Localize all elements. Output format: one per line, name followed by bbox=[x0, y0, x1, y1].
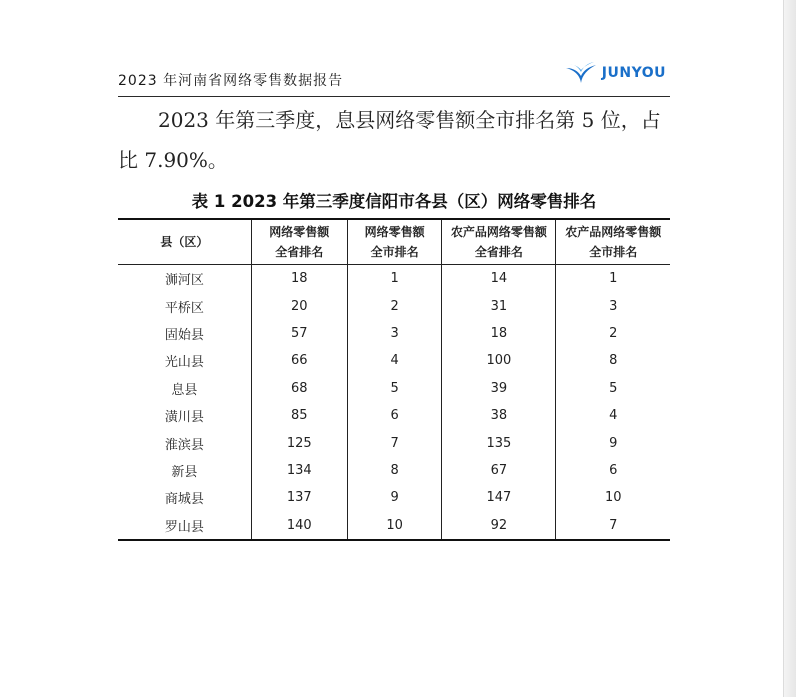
paragraph-line-1: 2023 年第三季度，息县网络零售额全市排名第 5 位，占 bbox=[158, 108, 661, 132]
cell-agri-province-rank: 39 bbox=[442, 375, 556, 402]
cell-online-city-rank: 3 bbox=[347, 320, 442, 347]
cell-agri-province-rank: 14 bbox=[442, 265, 556, 293]
cell-agri-city-rank: 3 bbox=[556, 292, 670, 319]
header-county: 县（区） bbox=[118, 219, 251, 265]
page-header bbox=[118, 52, 670, 97]
cell-online-city-rank: 5 bbox=[347, 375, 442, 402]
logo-text: JUNYOU bbox=[601, 65, 666, 81]
header-agri-province-rank: 农产品网络零售额 全省排名 bbox=[442, 219, 556, 265]
table-row bbox=[118, 320, 670, 347]
cell-online-city-rank: 9 bbox=[347, 484, 442, 511]
cell-county: 浉河区 bbox=[164, 273, 204, 289]
cell-agri-province-rank: 100 bbox=[442, 347, 556, 374]
cell-agri-province-rank: 38 bbox=[442, 402, 556, 429]
junyou-logo bbox=[564, 56, 666, 90]
cell-county: 商城县 bbox=[164, 492, 204, 508]
ranking-table bbox=[118, 218, 670, 541]
table-row bbox=[118, 292, 670, 319]
cell-agri-city-rank: 9 bbox=[556, 429, 670, 456]
table-row bbox=[118, 457, 670, 484]
cell-agri-province-rank: 135 bbox=[442, 429, 556, 456]
table-row bbox=[118, 429, 670, 456]
cell-county: 新县 bbox=[171, 464, 198, 480]
table-caption: 表 1 2023 年第三季度信阳市各县（区）网络零售排名 bbox=[191, 192, 597, 211]
table-row bbox=[118, 375, 670, 402]
table-row bbox=[118, 512, 670, 540]
cell-county: 固始县 bbox=[164, 327, 204, 343]
table-row bbox=[118, 265, 670, 293]
header-online-province-rank: 网络零售额 全省排名 bbox=[251, 219, 347, 265]
header-agri-city-rank: 农产品网络零售额 全市排名 bbox=[556, 219, 670, 265]
cell-agri-city-rank: 5 bbox=[556, 375, 670, 402]
cell-county: 潢川县 bbox=[164, 410, 204, 426]
cell-agri-province-rank: 67 bbox=[442, 457, 556, 484]
cell-online-province-rank: 134 bbox=[251, 457, 347, 484]
cell-online-province-rank: 68 bbox=[251, 375, 347, 402]
cell-online-city-rank: 6 bbox=[347, 402, 442, 429]
cell-agri-province-rank: 18 bbox=[442, 320, 556, 347]
cell-county: 息县 bbox=[171, 382, 198, 398]
table-header-row bbox=[118, 219, 670, 265]
cell-agri-city-rank: 7 bbox=[556, 512, 670, 540]
table-row bbox=[118, 402, 670, 429]
cell-county: 光山县 bbox=[164, 355, 204, 371]
cell-online-city-rank: 7 bbox=[347, 429, 442, 456]
body-paragraph-continued bbox=[118, 140, 678, 180]
junyou-logo-icon bbox=[564, 61, 598, 85]
cell-online-province-rank: 66 bbox=[251, 347, 347, 374]
cell-online-province-rank: 125 bbox=[251, 429, 347, 456]
cell-online-province-rank: 18 bbox=[251, 265, 347, 293]
cell-online-province-rank: 57 bbox=[251, 320, 347, 347]
cell-online-province-rank: 20 bbox=[251, 292, 347, 319]
header-online-city-rank: 网络零售额 全市排名 bbox=[347, 219, 442, 265]
cell-online-city-rank: 1 bbox=[347, 265, 442, 293]
cell-online-city-rank: 2 bbox=[347, 292, 442, 319]
cell-online-city-rank: 8 bbox=[347, 457, 442, 484]
cell-agri-city-rank: 1 bbox=[556, 265, 670, 293]
report-title: 2023 年河南省网络零售数据报告 bbox=[118, 73, 344, 89]
cell-agri-city-rank: 6 bbox=[556, 457, 670, 484]
table-row bbox=[118, 484, 670, 511]
cell-online-province-rank: 137 bbox=[251, 484, 347, 511]
cell-county: 罗山县 bbox=[118, 512, 251, 540]
cell-online-province-rank: 140 bbox=[251, 512, 347, 540]
cell-agri-city-rank: 8 bbox=[556, 347, 670, 374]
cell-agri-city-rank: 4 bbox=[556, 402, 670, 429]
body-paragraph bbox=[118, 100, 678, 140]
cell-agri-province-rank: 92 bbox=[442, 512, 556, 540]
paragraph-line-2: 比 7.90%。 bbox=[118, 148, 228, 172]
cell-county: 淮滨县 bbox=[164, 437, 204, 453]
table-row bbox=[118, 347, 670, 374]
page-edge bbox=[783, 0, 796, 697]
cell-online-province-rank: 85 bbox=[251, 402, 347, 429]
cell-county: 平桥区 bbox=[164, 300, 204, 316]
cell-online-city-rank: 4 bbox=[347, 347, 442, 374]
cell-agri-city-rank: 2 bbox=[556, 320, 670, 347]
cell-online-city-rank: 10 bbox=[347, 512, 442, 540]
cell-agri-city-rank: 10 bbox=[556, 484, 670, 511]
cell-agri-province-rank: 147 bbox=[442, 484, 556, 511]
cell-agri-province-rank: 31 bbox=[442, 292, 556, 319]
